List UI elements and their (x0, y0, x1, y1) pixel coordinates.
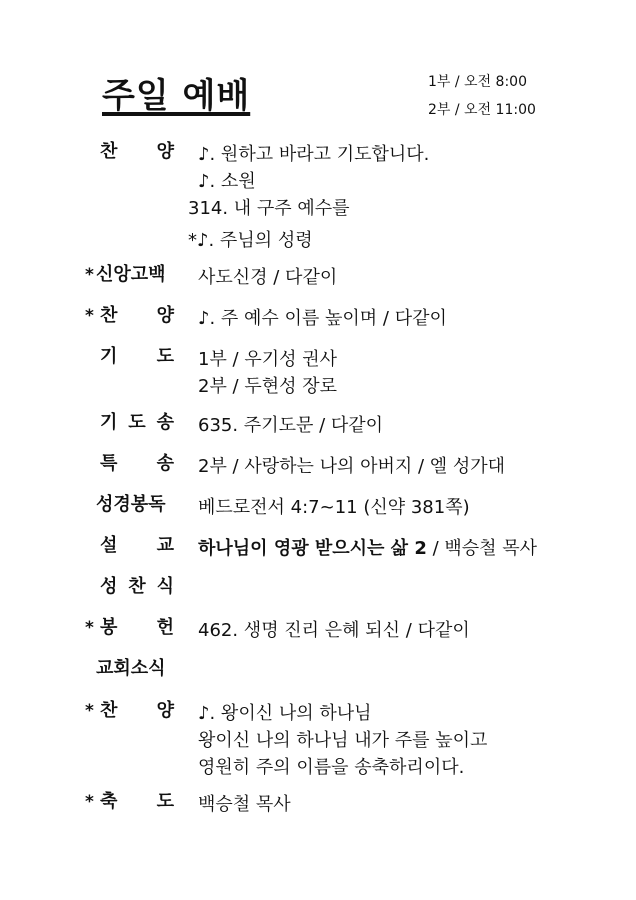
item-content (198, 535, 537, 562)
star-mark: * (85, 618, 94, 638)
star-mark: * (85, 265, 94, 285)
star-mark: * (85, 306, 94, 326)
star-mark: * (85, 792, 94, 812)
item-label: 기 도 (100, 346, 174, 367)
service-times (428, 68, 536, 124)
item-content: 635. 주기도문 / 다같이 (198, 415, 384, 436)
item-label: 축 도 (100, 791, 174, 812)
item-content: ♪. 주 예수 이름 높이며 / 다같이 (198, 308, 447, 329)
service-time-1: 1부 / 오전 8:00 (428, 74, 527, 90)
item-label: 찬 양 (100, 305, 174, 326)
star-mark: * (85, 701, 94, 721)
item-content: 백승철 목사 (198, 794, 291, 815)
item-content: 2부 / 사랑하는 나의 아버지 / 엘 성가대 (198, 456, 506, 477)
item-label: 성경봉독 (96, 494, 166, 515)
item-label: 성 찬 식 (100, 576, 174, 597)
item-label: 기 도 송 (100, 412, 174, 433)
item-content: 462. 생명 진리 은혜 되신 / 다같이 (198, 620, 470, 641)
item-label: 찬 양 (100, 700, 174, 721)
item-content: 베드로전서 4:7~11 (신약 381쪽) (198, 497, 470, 518)
page-title: 주일 예배 (102, 76, 251, 116)
item-label: 특 송 (100, 453, 174, 474)
item-content: ♪. 왕이신 나의 하나님 왕이신 나의 하나님 내가 주를 높이고 영원히 주의 이름을 송축하리이다. (198, 703, 488, 778)
item-content: 사도신경 / 다같이 (198, 267, 338, 288)
item-label: 설 교 (100, 535, 174, 556)
item-label: 봉 헌 (100, 617, 174, 638)
item-label: 신앙고백 (96, 264, 166, 285)
item-content: 1부 / 우기성 권사 2부 / 두현성 장로 (198, 349, 338, 397)
item-label: 찬 양 (100, 141, 174, 162)
item-label: 교회소식 (96, 658, 166, 679)
item-content: ♪. 원하고 바라고 기도합니다. ♪. 소원 314. 내 구주 예수를 *♪. 주님의 성령 (188, 144, 430, 251)
sermon-preacher: / 백승철 목사 (426, 538, 538, 559)
service-time-2: 2부 / 오전 11:00 (428, 102, 536, 118)
sermon-title: 하나님이 영광 받으시는 삶 2 (198, 538, 427, 559)
